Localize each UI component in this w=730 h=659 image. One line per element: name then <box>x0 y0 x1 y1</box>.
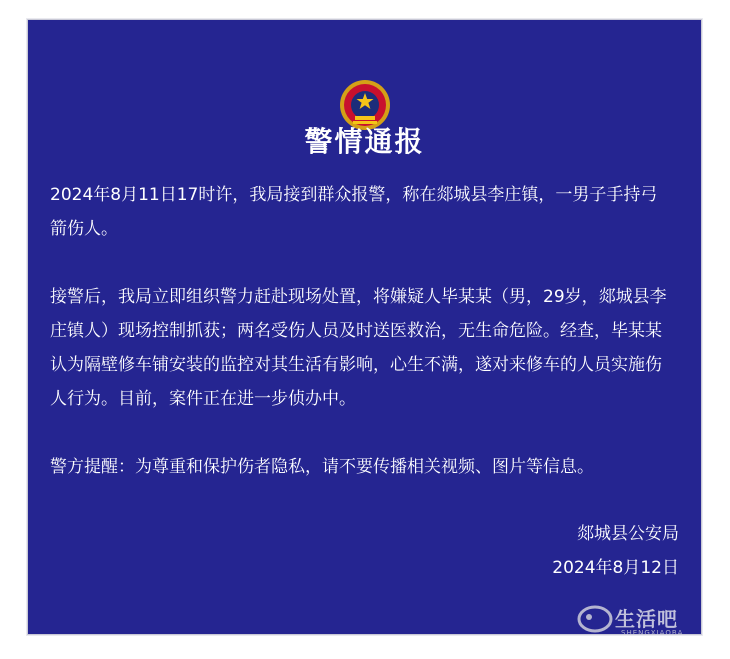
notice-card <box>27 19 702 635</box>
watermark-text: 生活吧 <box>615 607 678 631</box>
notice-title: 警情通报 <box>304 125 425 158</box>
paragraph-reminder: 警方提醒：为尊重和保护伤者隐私，请不要传播相关视频、图片等信息。 <box>50 457 594 477</box>
site-watermark <box>575 593 715 645</box>
notice-body <box>50 178 673 518</box>
watermark-subtext: SHENGXIAOBA <box>621 629 684 637</box>
issuer-name: 郯城县公安局 <box>577 524 679 544</box>
signature-block <box>552 517 679 585</box>
paragraph-incident: 2024年8月11日17时许，我局接到群众报警，称在郯城县李庄镇，一男子手持弓箭伤人。 <box>50 185 658 239</box>
watermark-logo-icon <box>575 597 615 641</box>
issue-date: 2024年8月12日 <box>552 558 679 578</box>
paragraph-response: 接警后，我局立即组织警力赶赴现场处置，将嫌疑人毕某某（男，29岁，郯城县李庄镇人）现场控制抓获；两名受伤人员及时送医救治，无生命危险。经查，毕某某认为隔壁修车铺安装的监控对其生活有影响，心生不满，遂对来修车的人员实施伤人行为。目前，案件正在进一步侦办中。 <box>50 287 667 409</box>
